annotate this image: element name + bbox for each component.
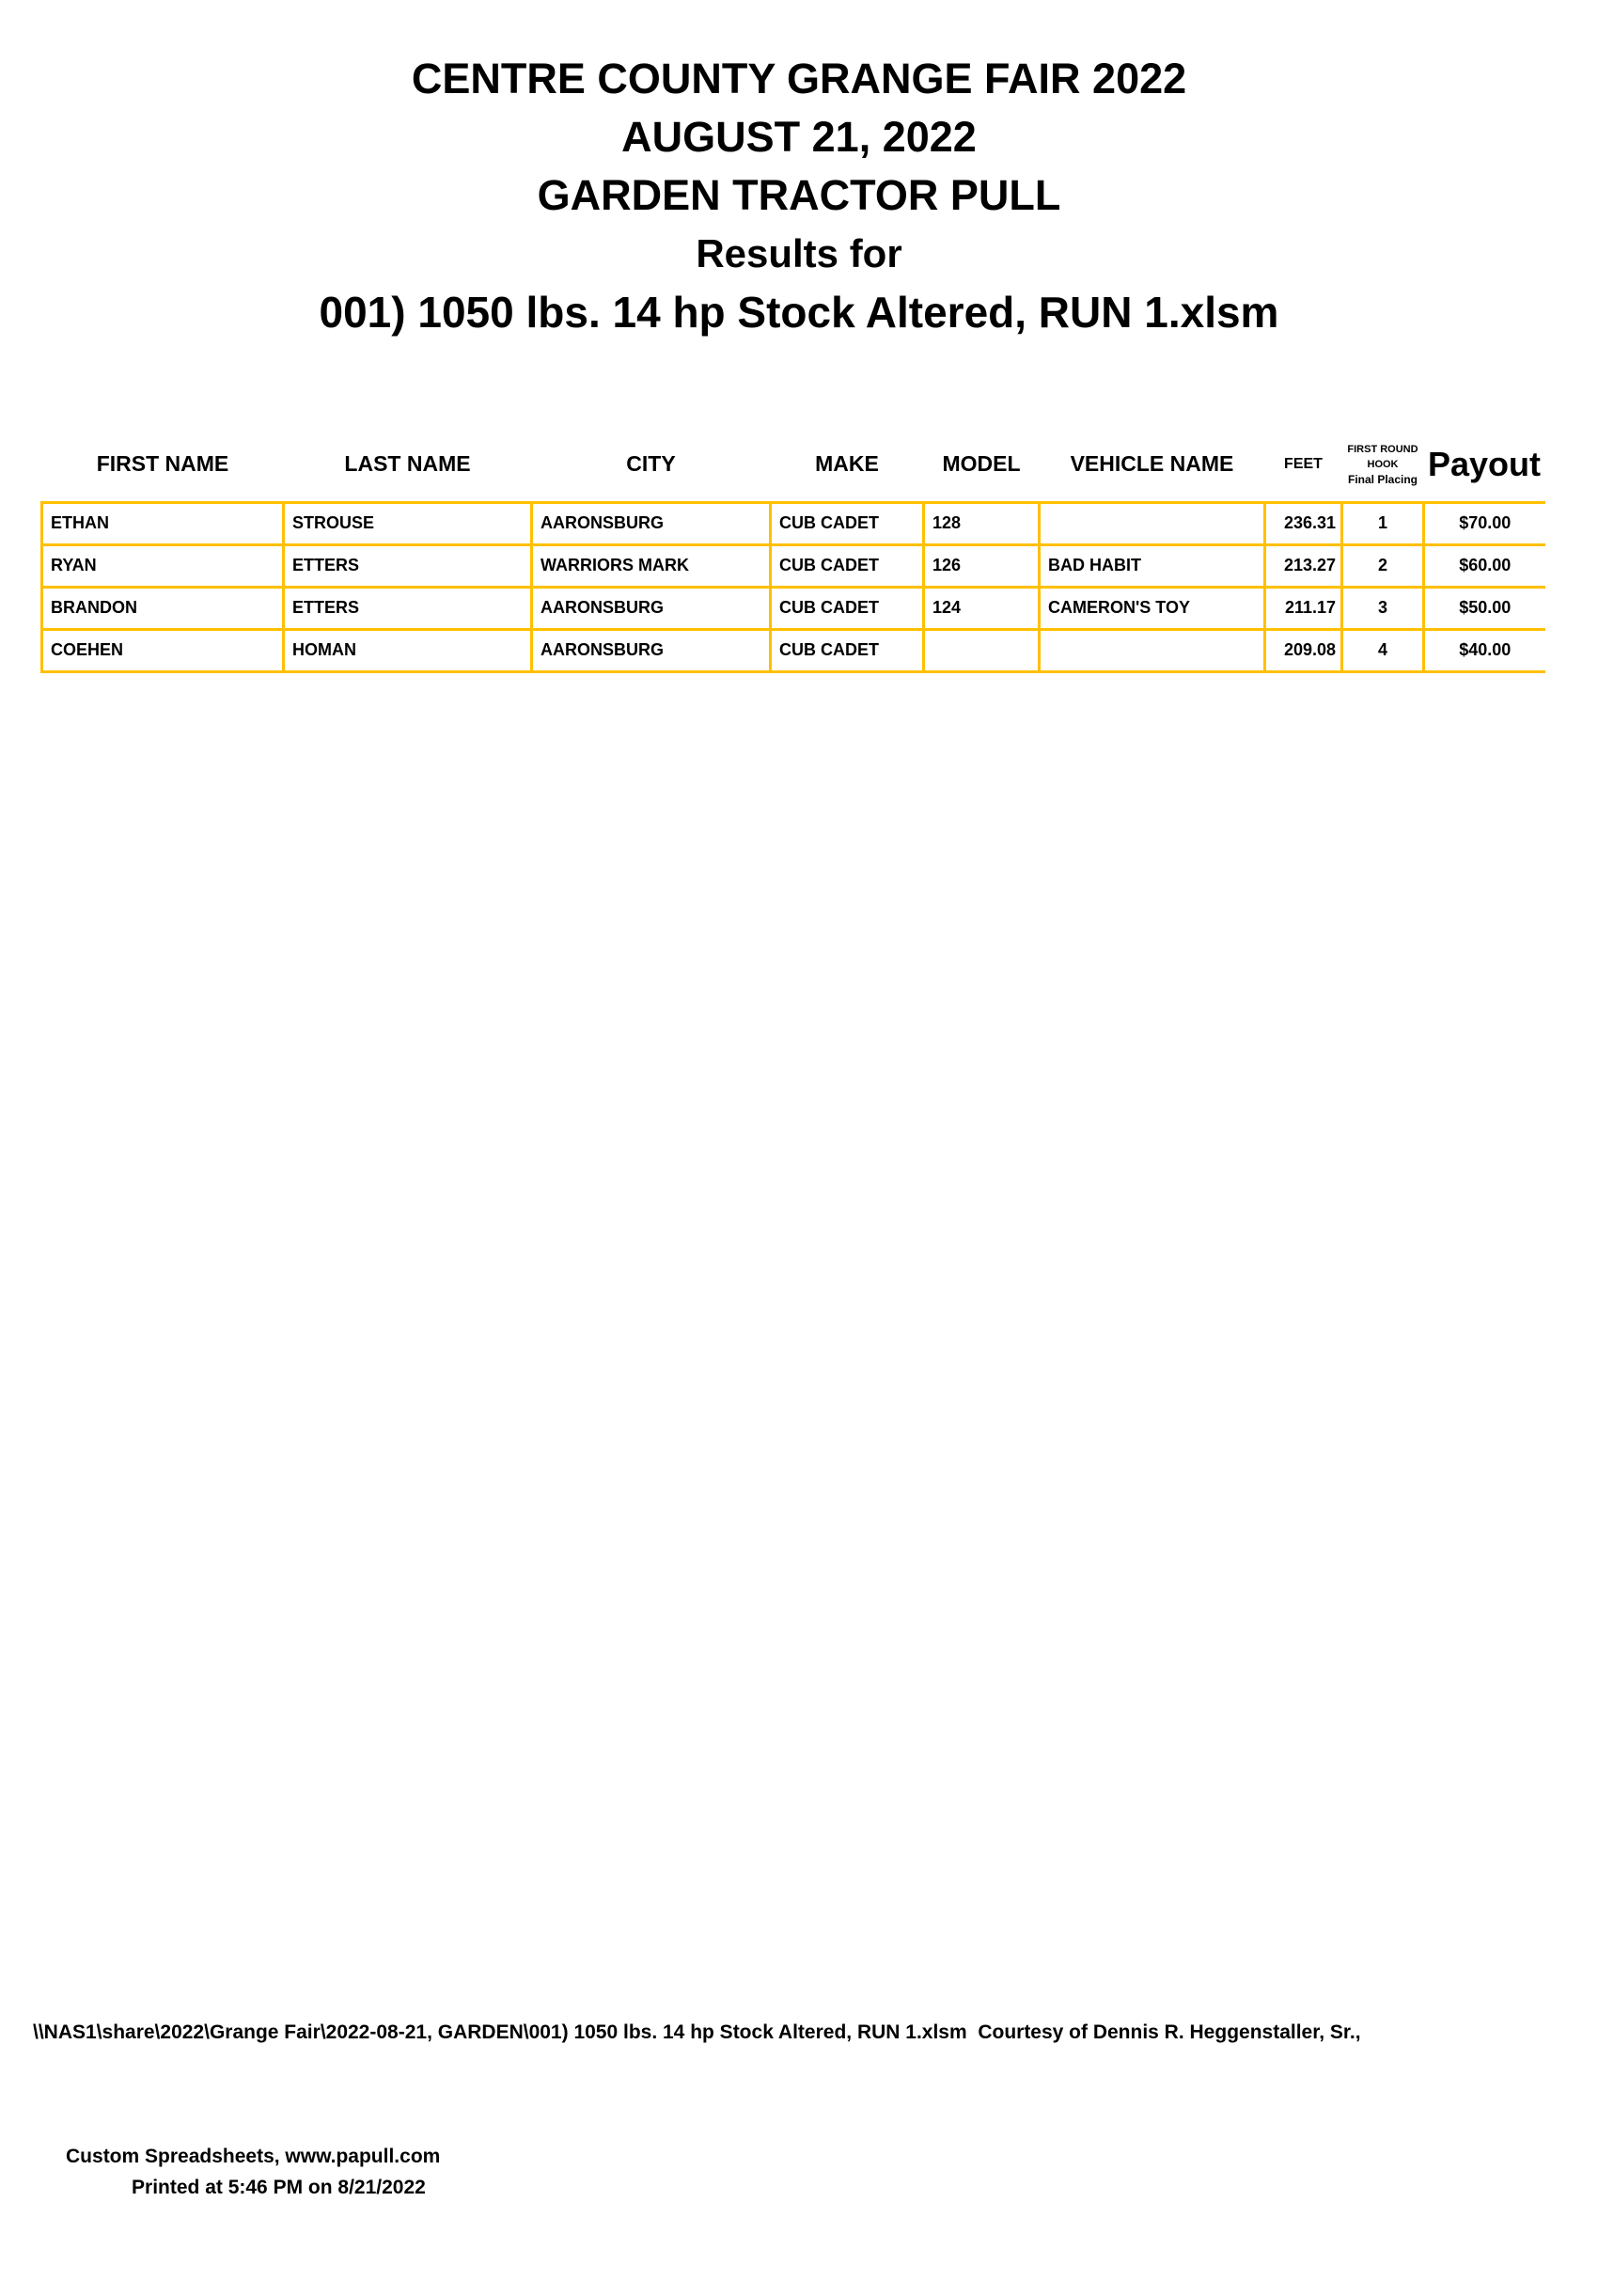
cell-make: CUB CADET (771, 502, 924, 544)
col-header-feet: FEET (1284, 455, 1323, 472)
cell-payout: $60.00 (1424, 544, 1545, 587)
cell-payout: $70.00 (1424, 502, 1545, 544)
hook-header-line-2: HOOK (1367, 458, 1399, 470)
cell-last-name: HOMAN (284, 629, 532, 671)
cell-hook-placing: 4 (1342, 629, 1424, 671)
cell-feet: 236.31 (1265, 502, 1342, 544)
table-header-row (42, 428, 1545, 502)
cell-model: 128 (924, 502, 1040, 544)
page-footer (33, 1955, 1361, 2296)
results-table (40, 428, 1545, 673)
cell-model (924, 629, 1040, 671)
class-filename: 001) 1050 lbs. 14 hp Stock Altered, RUN 1.xlsm (319, 288, 1279, 337)
cell-feet: 213.27 (1265, 544, 1342, 587)
cell-last-name: STROUSE (284, 502, 532, 544)
cell-model: 124 (924, 587, 1040, 629)
cell-first-name: ETHAN (42, 502, 284, 544)
event-name: GARDEN TRACTOR PULL (537, 171, 1061, 219)
cell-hook-placing: 2 (1342, 544, 1424, 587)
cell-model: 126 (924, 544, 1040, 587)
cell-hook-placing: 3 (1342, 587, 1424, 629)
cell-hook-placing: 1 (1342, 502, 1424, 544)
hook-header-line-3: Final Placing (1347, 472, 1418, 486)
footer-credit-line (33, 2110, 1361, 2234)
col-header-last-name: LAST NAME (344, 451, 471, 477)
col-header-first-name: FIRST NAME (96, 451, 229, 477)
col-header-make: MAKE (815, 451, 879, 477)
footer-printed-timestamp: Printed at 5:46 PM on 8/21/2022 (132, 2177, 426, 2198)
cell-last-name: ETTERS (284, 587, 532, 629)
cell-city: AARONSBURG (532, 629, 771, 671)
table-row-4 (42, 629, 1545, 671)
cell-vehicle-name: BAD HABIT (1040, 544, 1265, 587)
cell-city: WARRIORS MARK (532, 544, 771, 587)
cell-city: AARONSBURG (532, 587, 771, 629)
col-header-payout: Payout (1427, 444, 1542, 483)
cell-feet: 211.17 (1265, 587, 1342, 629)
cell-payout: $50.00 (1424, 587, 1545, 629)
table-row-2 (42, 544, 1545, 587)
results-label: Results for (696, 231, 902, 275)
cell-first-name: RYAN (42, 544, 284, 587)
results-table-region (40, 428, 1545, 673)
footer-credit: Custom Spreadsheets, www.papull.com (66, 2146, 441, 2167)
cell-first-name: BRANDON (42, 587, 284, 629)
col-header-hook-placing (1342, 428, 1424, 502)
cell-city: AARONSBURG (532, 502, 771, 544)
cell-payout: $40.00 (1424, 629, 1545, 671)
footer-file-path: \\NAS1\share\2022\Grange Fair\2022-08-21, GARDEN\001) 1050 lbs. 14 hp Stock Altered, RUN 1.xlsm Courtesy of Dennis R. Heggenstaller, Sr., (33, 2021, 1361, 2043)
cell-make: CUB CADET (771, 544, 924, 587)
table-row-3 (42, 587, 1545, 629)
cell-make: CUB CADET (771, 629, 924, 671)
fair-title: CENTRE COUNTY GRANGE FAIR 2022 (411, 55, 1187, 102)
col-header-model: MODEL (942, 451, 1021, 477)
cell-vehicle-name (1040, 629, 1265, 671)
col-header-vehicle-name: VEHICLE NAME (1070, 451, 1234, 477)
hook-header-line-1: FIRST ROUND (1347, 443, 1418, 455)
cell-vehicle-name: CAMERON'S TOY (1040, 587, 1265, 629)
event-date: AUGUST 21, 2022 (621, 113, 977, 161)
col-header-city: CITY (626, 451, 676, 477)
title-block (0, 50, 1598, 341)
cell-feet: 209.08 (1265, 629, 1342, 671)
cell-first-name: COEHEN (42, 629, 284, 671)
cell-make: CUB CADET (771, 587, 924, 629)
table-row-1 (42, 502, 1545, 544)
cell-vehicle-name (1040, 502, 1265, 544)
cell-last-name: ETTERS (284, 544, 532, 587)
